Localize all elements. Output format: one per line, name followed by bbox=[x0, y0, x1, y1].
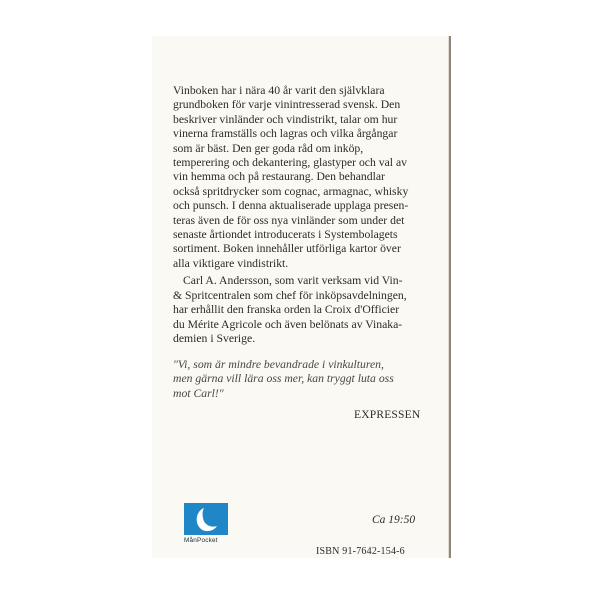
text-line: har erhållit den franska orden la Croix d'Officier bbox=[173, 303, 400, 317]
text-line: och punsch. I denna aktualiserade upplaga presen- bbox=[173, 199, 409, 213]
text-line: senaste årtiondet introducerats i Systembolagets bbox=[173, 228, 398, 242]
quote-source: EXPRESSEN bbox=[354, 409, 421, 421]
text-line: Vinboken har i nära 40 år varit den självklara bbox=[173, 84, 385, 97]
text-line: demien i Sverige. bbox=[173, 331, 256, 345]
text-line: grundboken för varje vinintresserad svensk. Den bbox=[173, 98, 401, 112]
blurb-paragraph-2 bbox=[173, 274, 405, 346]
quote-line: "Vi, som är mindre bevandrade i vinkulturen, bbox=[173, 358, 384, 371]
isbn: ISBN 91-7642-154-6 bbox=[316, 546, 405, 557]
book-back-cover bbox=[152, 36, 448, 558]
quote-line: men gärna vill lära oss mer, kan tryggt luta oss bbox=[173, 372, 394, 386]
review-quote bbox=[173, 358, 423, 401]
text-line: också spritdrycker som cognac, armagnac, whisky bbox=[173, 184, 409, 198]
quote-line: mot Carl!" bbox=[173, 386, 224, 400]
publisher-name: MånPocket bbox=[184, 537, 218, 544]
price: Ca 19:50 bbox=[372, 514, 416, 526]
publisher-logo bbox=[184, 503, 230, 544]
text-line: alla viktigare vindistrikt. bbox=[173, 256, 289, 270]
text-line: teras även de för oss nya vinländer som under det bbox=[173, 213, 405, 227]
text-line: vin hemma och på restaurang. Den behandlar bbox=[173, 170, 385, 184]
blurb bbox=[173, 84, 409, 346]
text-line: som är bäst. Den ger goda råd om inköp, bbox=[173, 141, 364, 155]
text-line: du Mérite Agricole och även belönats av Vinaka- bbox=[173, 317, 403, 331]
text-line: & Spritcentralen som chef för inköpsavdelningen, bbox=[173, 288, 407, 302]
crescent-moon-icon bbox=[184, 503, 228, 535]
text-line: beskriver vinländer och vindistrikt, talar om hur bbox=[173, 112, 398, 126]
blurb-paragraph-1 bbox=[173, 84, 409, 271]
text-line: Carl A. Andersson, som varit verksam vid Vin- bbox=[183, 274, 403, 288]
text-line: sortiment. Boken innehåller utförliga kartor över bbox=[173, 242, 401, 256]
text-line: temperering och dekantering, glastyper och val av bbox=[173, 156, 407, 170]
text-line: vinerna framställs och lagras och vilka årgångar bbox=[173, 127, 398, 141]
